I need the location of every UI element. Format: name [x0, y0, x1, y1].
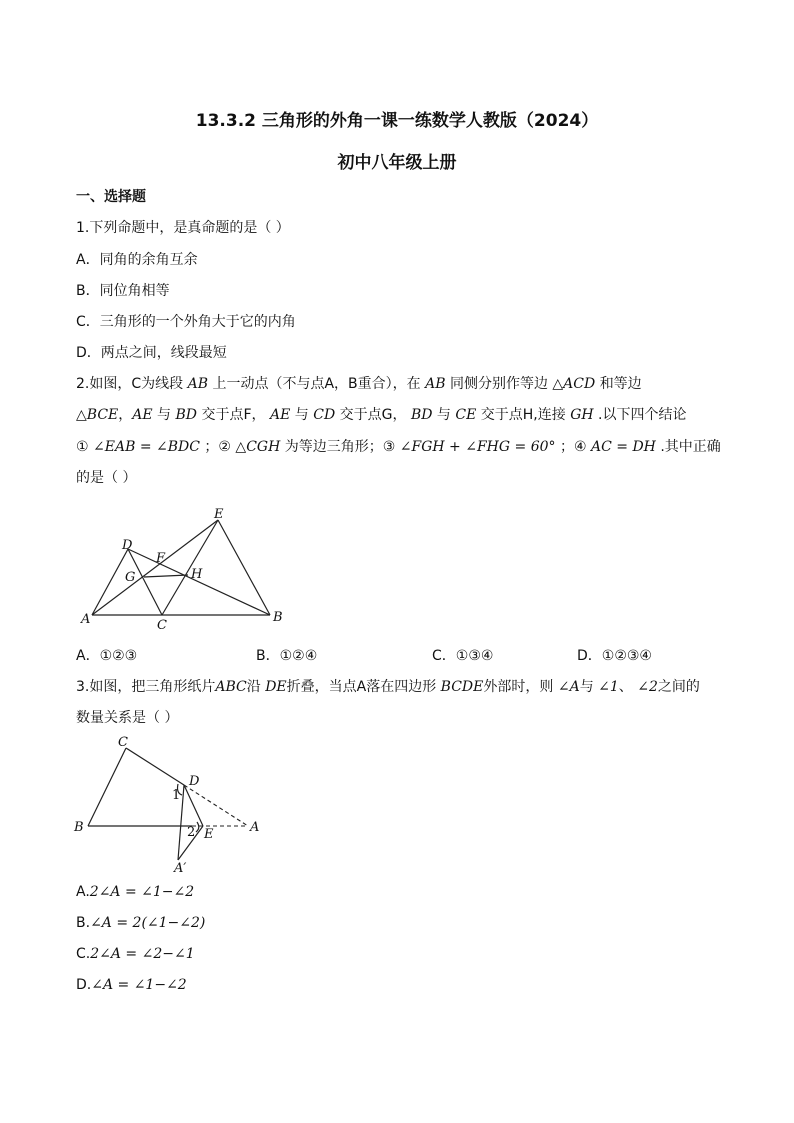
- figure-label-a: A: [81, 612, 91, 627]
- question-1-option-a: A．同角的余角互余: [76, 252, 198, 268]
- figure-label-a: A: [250, 820, 260, 835]
- math-run: ∠A = 2(∠1−∠2): [90, 915, 206, 931]
- question-3-option-c: [76, 946, 195, 962]
- question-2-option-a: A．①②③: [76, 648, 138, 664]
- segment-gh: [144, 575, 188, 577]
- math-run: BD: [175, 407, 198, 423]
- segment-cd: [126, 748, 184, 785]
- math-run: BD: [410, 407, 433, 423]
- question-1-option-c: C．三角形的一个外角大于它的内角: [76, 314, 296, 330]
- math-run: CE: [455, 407, 477, 423]
- math-run: ∠FGH + ∠FHG = 60°: [399, 439, 556, 455]
- text-run: 同侧分别作等边: [449, 376, 548, 392]
- text-run: 3.如图，把三角形纸片: [76, 679, 216, 695]
- math-run: △BCE: [76, 407, 119, 423]
- document-subtitle: 初中八年级上册: [337, 153, 457, 173]
- math-run: AC = DH: [590, 439, 656, 455]
- segment-bc: [88, 748, 126, 826]
- text-run: 折叠，当点A落在四边形: [286, 679, 437, 695]
- text-run: 与: [579, 679, 594, 695]
- math-run: AE: [269, 407, 291, 423]
- figure-label-h: H: [191, 567, 203, 582]
- question-2-option-d: D．①②③④: [577, 648, 652, 664]
- question-2-line-4: 的是（ ）: [76, 470, 137, 486]
- math-run: AB: [187, 376, 208, 392]
- text-run: ，: [118, 407, 133, 423]
- math-run: ∠EAB = ∠BDC: [93, 439, 200, 455]
- question-1-stem: 1.下列命题中，是真命题的是（ ）: [76, 220, 290, 236]
- question-3-option-a: [76, 884, 194, 900]
- question-2-line-1: [76, 373, 642, 393]
- text-run: 外部时，则: [483, 679, 554, 695]
- segment-de: [184, 785, 203, 826]
- option-label: A.: [76, 884, 90, 900]
- math-run: 2∠A = ∠2−∠1: [90, 946, 195, 962]
- math-run: ABC: [215, 679, 247, 695]
- figure-label-f: F: [156, 551, 166, 566]
- option-label: B.: [76, 915, 91, 931]
- figure-label-1: 1: [172, 788, 181, 803]
- text-run: .以下四个结论: [598, 407, 687, 423]
- text-run: 与: [157, 407, 172, 423]
- figure-label-2: 2: [187, 825, 196, 840]
- segment-ce: [162, 520, 218, 615]
- text-run: 、: [618, 679, 633, 695]
- text-run: 交于点F，: [201, 407, 266, 423]
- figure-label-a-prime: A′: [174, 861, 187, 874]
- math-run: AE: [132, 407, 153, 423]
- question-2-option-c: C．①③④: [432, 648, 494, 664]
- option-label: D.: [76, 977, 92, 993]
- question-1-option-d: D．两点之间，线段最短: [76, 345, 227, 361]
- figure-label-d: D: [122, 538, 133, 553]
- segment-ad: [92, 549, 128, 615]
- math-run: ∠2: [637, 679, 658, 695]
- question-1-option-b: B．同位角相等: [76, 283, 170, 299]
- text-run: 与: [436, 407, 451, 423]
- text-run: 和等边: [599, 376, 642, 392]
- math-run: AB: [425, 376, 446, 392]
- figure-label-d: D: [189, 774, 200, 789]
- question-3-line-1: [76, 676, 700, 696]
- text-run: .其中正确: [660, 439, 721, 455]
- text-run: ；④: [559, 439, 587, 455]
- text-run: 之间的: [657, 679, 700, 695]
- angle-2-arc: [196, 822, 199, 832]
- text-run: 与: [294, 407, 309, 423]
- question-3-figure: [70, 732, 270, 874]
- math-run: 2∠A = ∠1−∠2: [89, 884, 195, 900]
- math-run: BCDE: [440, 679, 484, 695]
- figure-label-e: E: [204, 827, 214, 842]
- math-run: ∠1: [598, 679, 619, 695]
- text-run: ①: [76, 439, 89, 455]
- text-run: 交于点H,连接: [480, 407, 566, 423]
- math-run: DE: [265, 679, 287, 695]
- math-run: ∠A: [557, 679, 580, 695]
- figure-label-c: C: [118, 735, 128, 750]
- question-2-line-2: [76, 404, 687, 424]
- text-run: 2.如图，C为线段: [76, 376, 184, 392]
- math-run: CD: [313, 407, 336, 423]
- document-title: 13.3.2 三角形的外角一课一练数学人教版（2024）: [195, 111, 599, 131]
- question-3-line-2: 数量关系是（ ）: [76, 710, 179, 726]
- figure-label-e: E: [214, 507, 224, 522]
- text-run: 沿: [246, 679, 261, 695]
- figure-label-g: G: [125, 570, 136, 585]
- figure-label-c: C: [157, 618, 167, 630]
- text-run: 为等边三角形；③: [284, 439, 396, 455]
- section-heading: 一、选择题: [76, 189, 146, 205]
- question-2-figure: [78, 505, 290, 630]
- text-run: 上一动点（不与点A，B重合），在: [212, 376, 421, 392]
- question-2-option-b: B．①②④: [256, 648, 318, 664]
- math-run: △CGH: [235, 439, 281, 455]
- question-3-option-d: [76, 977, 187, 993]
- figure-label-b: B: [74, 820, 84, 835]
- math-run: △ACD: [552, 376, 596, 392]
- question-2-line-3: [76, 436, 721, 456]
- segment-eb: [218, 520, 270, 615]
- option-label: C.: [76, 946, 91, 962]
- math-run: GH: [570, 407, 594, 423]
- math-run: ∠A = ∠1−∠2: [91, 977, 187, 993]
- text-run: ；②: [204, 439, 231, 455]
- figure-label-b: B: [273, 610, 283, 625]
- text-run: 交于点G，: [339, 407, 407, 423]
- segment-db: [128, 549, 270, 615]
- question-3-option-b: [76, 915, 205, 931]
